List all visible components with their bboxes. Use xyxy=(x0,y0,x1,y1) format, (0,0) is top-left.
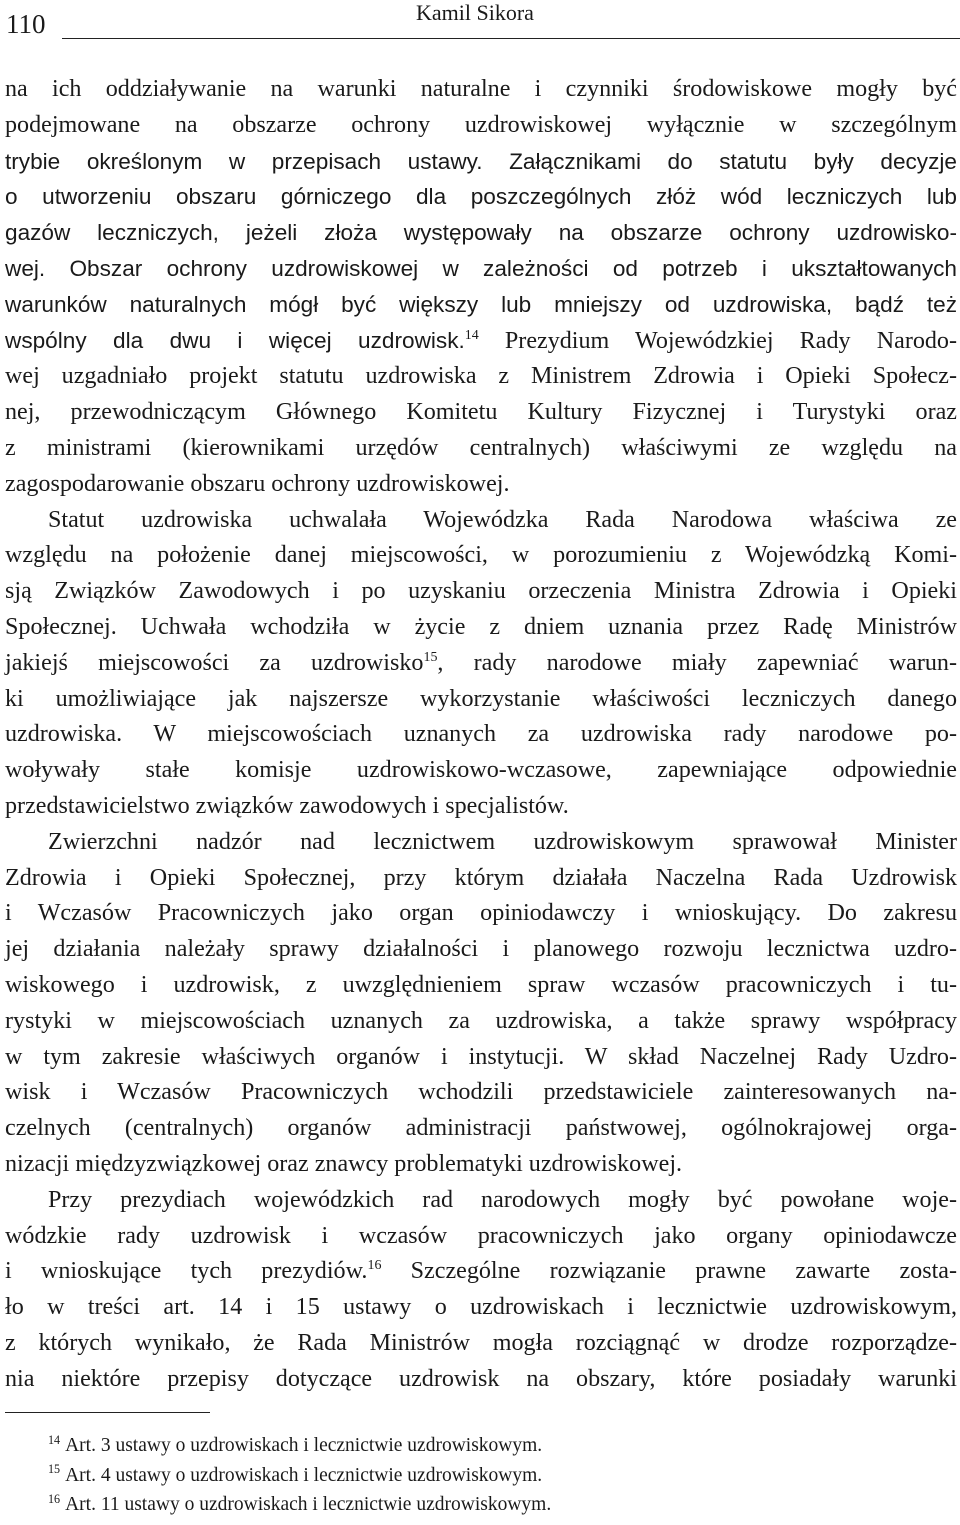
text-line: jej działania należały sprawy działalności i planowego rozwoju lecznictwa uzdro- xyxy=(5,936,957,963)
text-line: rystyki w miejscowościach uznanych za uzdrowiska, a także sprawy współpracy xyxy=(5,1007,957,1034)
text-line: podejmowane na obszarze ochrony uzdrowiskowej wyłącznie w szczególnym xyxy=(5,111,957,138)
footnote-ref-14[interactable]: 14 xyxy=(464,327,479,343)
text-line: warunków naturalnych mógł być większy lub mniejszy od uzdrowiska, bądź też xyxy=(5,291,957,317)
footnote-ref-15[interactable]: 15 xyxy=(423,649,438,665)
text-line: w tym zakresie właściwych organów i instytucji. W skład Naczelnej Rady Uzdro- xyxy=(5,1043,957,1070)
footnote-text: Art. 4 ustawy o uzdrowiskach i lecznictwie uzdrowiskowym. xyxy=(65,1464,543,1486)
footnote-ref-16[interactable]: 16 xyxy=(367,1258,382,1274)
text-line: Zdrowia i Opieki Społecznej, przy którym działała Naczelna Rada Uzdrowisk xyxy=(5,864,957,891)
footnote-number: 16 xyxy=(48,1491,61,1506)
text-line: woływały stałe komisje uzdrowiskowo-wczasowe, zapewniające odpowiednie xyxy=(5,757,957,784)
paragraph-4 xyxy=(5,1183,957,1398)
footnote-15 xyxy=(48,1461,948,1491)
text-line: wiskowego i uzdrowisk, z uwzględnieniem spraw wczasów pracowniczych i tu- xyxy=(5,971,957,998)
text-line: względu na położenie danej miejscowości, w porozumieniu z Wojewódzką Komi- xyxy=(5,542,957,569)
paragraph-1 xyxy=(5,72,957,503)
text-line: Społecznej. Uchwała wchodziła w życie z dniem uznania przez Radę Ministrów xyxy=(5,613,957,640)
text-line: ło w treści art. 14 i 15 ustawy o uzdrowiskach i lecznictwie uzdrowiskowym, xyxy=(5,1294,957,1321)
text-line: czelnych (centralnych) organów administracji państwowej, ogólnokrajowej orga- xyxy=(5,1115,957,1142)
text-run: , rady narodowe miały zapewniać warun- xyxy=(437,649,957,676)
footnote-number: 14 xyxy=(48,1432,61,1447)
paragraph-2 xyxy=(5,503,957,825)
text-run: jakiejś miejscowości za uzdrowisko xyxy=(5,649,424,676)
text-line: nia niektóre przepisy dotyczące uzdrowisk na obszary, które posiadały warunki xyxy=(5,1365,957,1392)
text-line: Przy prezydiach wojewódzkich rad narodowych mogły być powołane woje- xyxy=(48,1186,957,1213)
text-line: wódzkie rady uzdrowisk i wczasów pracowniczych jako organy opiniodawcze xyxy=(5,1222,957,1249)
text-line xyxy=(5,323,957,360)
page-number: 110 xyxy=(6,9,46,39)
text-line: na ich oddziaływanie na warunki naturalne i czynniki środowiskowe mogły być xyxy=(5,76,957,102)
text-line: sją Związków Zawodowych i po uzyskaniu orzeczenia Ministra Zdrowia i Opieki xyxy=(5,578,957,605)
footnote-text: Art. 11 ustawy o uzdrowiskach i lecznictwie uzdrowiskowym. xyxy=(65,1494,552,1515)
text-line: trybie określonym w przepisach ustawy. Załącznikami do statutu były decyzje xyxy=(5,148,957,174)
footnotes xyxy=(48,1431,948,1520)
text-line: z których wynikało, że Rada Ministrów mogła rozciągnąć w drodze rozporządze- xyxy=(5,1329,957,1356)
text-run: Szczególne rozwiązanie prawne zawarte zosta- xyxy=(381,1258,957,1285)
text-line: przedstawicielstwo związków zawodowych i specjalistów. xyxy=(5,792,569,819)
body-text xyxy=(5,72,957,1397)
text-run: Prezydium Wojewódzkiej Rady Narodo- xyxy=(478,327,958,354)
text-line: zagospodarowanie obszaru ochrony uzdrowiskowej. xyxy=(5,470,510,497)
text-line: nej, przewodniczącym Głównego Komitetu Kultury Fizycznej i Turystyki oraz xyxy=(5,399,957,426)
footnote-14 xyxy=(48,1431,948,1461)
text-line xyxy=(5,1254,957,1290)
footnote-number: 15 xyxy=(48,1462,61,1477)
text-line: o utworzeniu obszaru górniczego dla poszczególnych złóż wód leczniczych lub xyxy=(5,184,957,210)
footnote-separator xyxy=(5,1412,210,1413)
text-line: wej. Obszar ochrony uzdrowiskowej w zależności od potrzeb i ukształtowanych xyxy=(5,255,957,281)
text-line: i Wczasów Pracowniczych jako organ opiniodawczy i wnioskujący. Do zakresu xyxy=(5,900,957,927)
text-line: wej uzgadniało projekt statutu uzdrowiska z Ministrem Zdrowia i Opieki Społecz- xyxy=(5,363,957,390)
text-line: ki umożliwiające jak najszersze wykorzystanie właściwości leczniczych danego xyxy=(5,685,957,712)
text-line: wisk i Wczasów Pracowniczych wchodzili przedstawiciele zainteresowanych na- xyxy=(5,1079,957,1106)
text-line: z ministrami (kierownikami urzędów centralnych) właściwymi ze względu na xyxy=(5,434,957,461)
page-header xyxy=(0,0,960,40)
text-line: uzdrowiska. W miejscowościach uznanych za uzdrowiska rady narodowe po- xyxy=(5,721,957,748)
text-run: wspólny dla dwu i więcej uzdrowisk. xyxy=(5,327,465,353)
footnote-16 xyxy=(48,1490,948,1520)
footnote-text: Art. 3 ustawy o uzdrowiskach i lecznictwie uzdrowiskowym. xyxy=(65,1435,543,1456)
paragraph-3 xyxy=(5,825,957,1183)
header-rule xyxy=(62,38,960,39)
text-run: i wnioskujące tych prezydiów. xyxy=(5,1258,368,1285)
text-line: Zwierzchni nadzór nad lecznictwem uzdrowiskowym sprawował Minister xyxy=(48,828,957,855)
text-line: gazów leczniczych, jeżeli złoża występowały na obszarze ochrony uzdrowisko- xyxy=(5,220,957,246)
text-line xyxy=(5,646,957,682)
running-head-author: Kamil Sikora xyxy=(416,0,534,25)
text-line: Statut uzdrowiska uchwalała Wojewódzka Rada Narodowa właściwa ze xyxy=(48,506,957,533)
text-line: nizacji międzyzwiązkowej oraz znawcy problematyki uzdrowiskowej. xyxy=(5,1150,683,1177)
